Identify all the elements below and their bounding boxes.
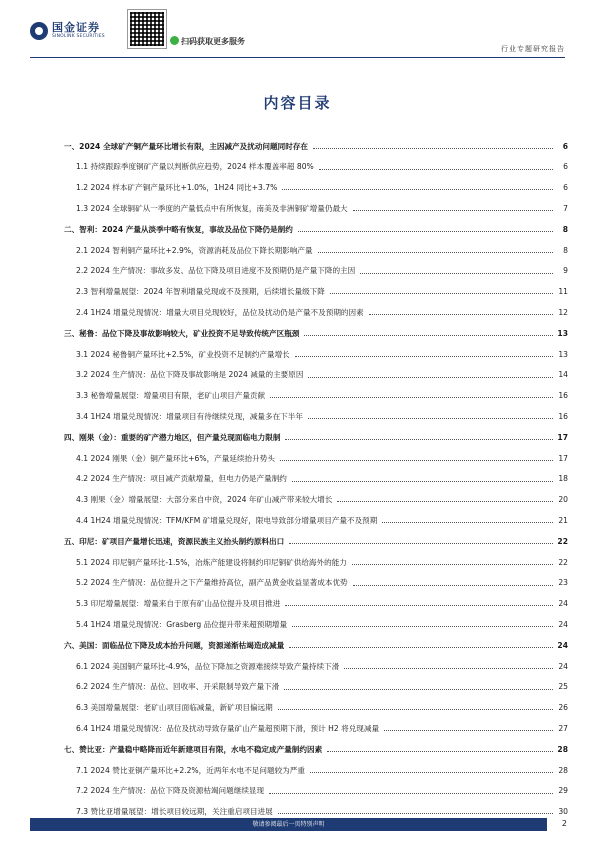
toc-entry-page: 22 [558,557,568,567]
page-header [0,0,595,58]
report-type: 行业专题研究报告 [501,45,565,53]
toc-entry-page: 25 [558,682,568,692]
toc-entry[interactable] [64,796,568,817]
toc-entry-title: 3.1 2024 秘鲁铜产量环比+2.5%，矿业投资不足制约产量增长 [76,349,290,359]
toc-dot-leader [295,356,553,357]
toc-entry[interactable] [64,712,568,733]
logo-text [52,22,105,40]
toc-dot-leader [369,314,553,315]
toc-entry-page: 24 [557,640,568,650]
toc-entry-page: 6 [562,141,568,151]
toc-entry-page: 24 [558,620,568,630]
toc-entry-page: 18 [558,474,568,484]
toc-entry-page: 8 [563,245,568,255]
toc-dot-leader [292,626,553,627]
toc-entry[interactable] [64,504,568,525]
logo-mark-icon [30,22,48,40]
toc-dot-leader [278,709,553,710]
toc-entry-page: 7 [563,204,568,214]
toc-entry-title: 2.2 2024 生产情况：事故多发、品位下降及项目进度不及预期仍是产量下降的主因 [76,266,356,276]
toc-dot-leader [308,418,553,419]
toc-entry[interactable] [64,692,568,713]
toc-entry[interactable] [64,608,568,629]
toc-entry-page: 12 [558,308,568,318]
toc-entry[interactable] [64,484,568,505]
page-title: 内容目录 [263,94,332,112]
toc-entry-title: 5.4 1H24 增量兑现情况：Grasberg 品位提升带来超预期增量 [76,620,288,630]
toc-entry-page: 8 [562,224,568,234]
toc-entry-page: 21 [558,516,568,526]
logo-chinese-name: 国金证券 [52,21,100,35]
toc-entry-title: 5.1 2024 印尼铜产量环比-1.5%，冶炼产能建设将制约印尼铜矿供给海外的能力 [76,557,347,567]
toc-dot-leader [284,689,553,690]
toc-dot-leader [278,813,553,814]
toc-entry[interactable] [64,359,568,380]
toc-dot-leader [310,772,553,773]
toc-dot-leader [319,169,553,170]
toc-dot-leader [289,543,553,544]
toc-dot-leader [344,668,553,669]
toc-entry-title: 1.1 持续跟踪季度铜矿产量以判断供应趋势，2024 样本覆盖率超 80% [76,162,314,172]
toc-entry-title: 4.4 1H24 增量兑现情况：TFM/KFM 矿增量兑现好，限电导致部分增量项目产量不及预期 [76,516,378,526]
toc-entry-title: 4.3 刚果（金）增量展望：大部分来自中资，2024 年矿山减产带来较大增长 [76,495,333,505]
toc-entry[interactable] [64,213,568,234]
toc-entry-page: 24 [558,661,568,671]
header-divider [30,57,565,58]
page-number: 2 [561,819,567,828]
toc-entry[interactable] [64,276,568,297]
toc-entry-title: 6.2 2024 生产情况：品位、回收率、开采限制导致产量下滑 [76,682,280,692]
toc-dot-leader [360,273,553,274]
toc-dot-leader [270,397,553,398]
toc-entry[interactable] [64,671,568,692]
toc-entry-page: 23 [558,578,568,588]
toc-entry[interactable] [64,380,568,401]
toc-entry[interactable] [64,442,568,463]
toc-entry-title: 6.1 2024 美国铜产量环比-4.9%，品位下降加之资源难接续导致产量持续下滑 [76,661,340,671]
toc-entry-page: 27 [558,724,568,733]
toc-dot-leader [304,335,553,336]
toc-entry-title: 6.4 1H24 增量兑现情况：品位及扰动导致存量矿山产量超预期下滑，预计 H2 将兑现减量 [76,724,380,733]
toc-entry-page: 16 [558,412,568,422]
toc-dot-leader [318,252,553,253]
toc-entry[interactable] [64,629,568,650]
toc-entry[interactable] [64,296,568,317]
toc-dot-leader [269,793,553,794]
toc-entry-page: 13 [558,349,568,359]
toc-entry-page: 22 [557,536,568,546]
toc-entry-title: 7.3 赞比亚增量展望：增长项目较远期，关注重启项目进展 [76,807,273,817]
toc-entry[interactable] [64,151,568,172]
toc-entry-title: 3.4 1H24 增量兑现情况：增量项目有待继续兑现，减量多在下半年 [76,412,303,422]
toc-entry-page: 16 [558,391,568,401]
toc-dot-leader [353,210,553,211]
toc-entry-page: 30 [558,807,568,817]
toc-dot-leader [353,585,553,586]
toc-entry-title: 三、秘鲁：品位下降及事故影响较大，矿业投资不足导致传统产区瓶颈 [64,328,300,338]
toc-entry-title: 七、赞比亚：产量稳中略降而近年新建项目有限，水电不稳定成产量制约因素 [64,744,323,754]
footer-disclaimer-link[interactable]: 敬请参阅最后一页特别声明 [252,821,325,828]
toc-dot-leader [285,439,553,440]
toc-entry[interactable] [64,255,568,276]
toc-dot-leader [382,522,553,523]
toc-dot-leader [280,460,553,461]
toc-dot-leader [282,189,553,190]
toc-entry[interactable] [64,338,568,359]
toc-entry[interactable] [64,567,568,588]
toc-entry-title: 4.1 2024 刚果（金）铜产量环比+6%，产量延续抬升势头 [76,453,275,463]
table-of-contents [64,130,568,816]
toc-entry[interactable] [64,172,568,193]
toc-dot-leader [384,730,553,731]
wechat-icon [170,36,179,45]
toc-entry-page: 6 [563,162,568,172]
toc-entry[interactable] [64,546,568,567]
toc-dot-leader [308,377,553,378]
toc-entry-title: 7.2 2024 生产情况：品位下降及资源枯竭问题继续显现 [76,786,265,796]
toc-dot-leader [289,647,553,648]
toc-entry-page: 26 [558,703,568,713]
toc-entry-title: 5.3 印尼增量展望：增量来自于原有矿山品位提升及项目推进 [76,599,281,609]
toc-entry-title: 2.4 1H24 增量兑现情况：增量大项目兑现较好，品位及扰动仍是产量不及预期的因素 [76,308,364,318]
toc-entry-title: 一、2024 全球矿产铜产量环比增长有限，主因减产及扰动问题同时存在 [64,141,308,151]
toc-dot-leader [352,564,553,565]
toc-entry-title: 2.3 智利增量展望：2024 年智利增量兑现或不及预期，后续增长量级下降 [76,287,325,297]
toc-entry-page: 28 [557,744,568,754]
toc-entry-title: 五、印尼：矿项目产量增长迅速，资源民族主义抬头制约原料出口 [64,536,285,546]
toc-entry-title: 1.3 2024 全球铜矿从一季度的产量低点中有所恢复，南美及非洲铜矿增量仍最大 [76,204,348,214]
toc-dot-leader [313,148,553,149]
toc-entry-page: 9 [563,266,568,276]
toc-entry[interactable] [64,754,568,775]
qr-label: 扫码获取更多服务 [181,37,245,46]
toc-dot-leader [337,501,553,502]
toc-entry-title: 4.2 2024 生产情况：项目减产贡献增量，但电力仍是产量制约 [76,474,287,484]
toc-dot-leader [292,481,553,482]
toc-entry[interactable] [64,733,568,754]
toc-entry[interactable] [64,588,568,609]
toc-entry-page: 14 [558,370,568,380]
toc-entry-page: 20 [558,495,568,505]
toc-entry[interactable] [64,525,568,546]
toc-dot-leader [285,605,553,606]
toc-entry-title: 6.3 美国增量展望：老矿山项目面临减量，新矿项目偏远期 [76,703,273,713]
toc-entry[interactable] [64,650,568,671]
toc-entry-title: 二、智利：2024 产量从淡季中略有恢复，事故及品位下降仍是制约 [64,224,293,234]
toc-entry-page: 29 [558,786,568,796]
toc-entry-title: 1.2 2024 样本矿产铜产量环比+1.0%，1H24 同比+3.7% [76,183,278,193]
toc-entry-title: 3.2 2024 生产情况：品位下降及事故影响是 2024 减量的主要原因 [76,370,304,380]
toc-entry-title: 六、美国：面临品位下降及成本抬升问题，资源递渐枯竭造成减量 [64,640,285,650]
toc-entry-title: 3.3 秘鲁增量展望：增量项目有限，老矿山项目产量贡献 [76,391,266,401]
company-logo [30,22,105,40]
toc-entry-page: 13 [557,328,568,338]
toc-entry[interactable] [64,317,568,338]
toc-dot-leader [327,751,553,752]
toc-entry[interactable] [64,463,568,484]
toc-dot-leader [330,293,553,294]
toc-entry[interactable] [64,400,568,421]
qr-code-icon[interactable] [128,10,166,48]
toc-entry-title: 5.2 2024 生产情况：品位提升之下产量维持高位，副产品黄金收益显著成本优势 [76,578,348,588]
toc-entry[interactable] [64,130,568,151]
toc-entry-page: 17 [557,432,568,442]
toc-entry-title: 四、刚果（金）：重要的矿产潜力地区，但产量兑现面临电力限制 [64,432,281,442]
toc-entry-page: 28 [558,765,568,775]
toc-entry-page: 17 [558,453,568,463]
toc-dot-leader [298,231,553,232]
toc-entry-title: 2.1 2024 智利铜产量环比+2.9%，资源消耗及品位下降长期影响产量 [76,245,313,255]
toc-entry[interactable] [64,192,568,213]
toc-entry[interactable] [64,775,568,796]
toc-entry[interactable] [64,234,568,255]
toc-entry[interactable] [64,421,568,442]
toc-entry-title: 7.1 2024 赞比亚铜产量环比+2.2%，近两年水电不足问题较为严重 [76,765,305,775]
logo-english-name: SINOLINK SECURITIES [52,34,105,40]
toc-entry-page: 24 [558,599,568,609]
toc-entry-page: 11 [558,287,568,297]
toc-entry-page: 6 [563,183,568,193]
